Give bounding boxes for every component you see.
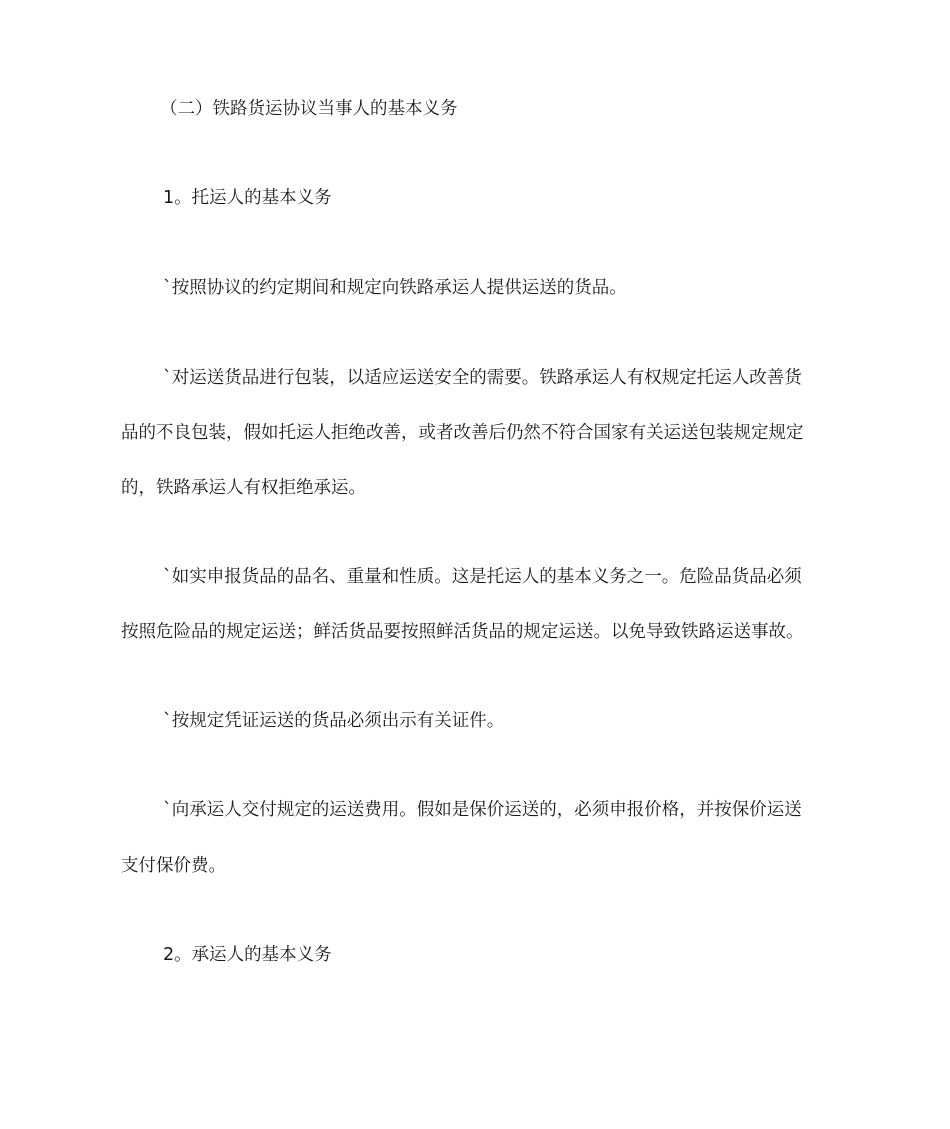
paragraph-declare-goods-line-2: 按照危险品的规定运送；鲜活货品要按照鲜活货品的规定运送。以免导致铁路运送事故。 (121, 622, 804, 642)
paragraph-provide-goods: `按照协议的约定期间和规定向铁路承运人提供运送的货品。 (163, 278, 627, 298)
sub-heading-carrier-duties: 2。承运人的基本义务 (163, 945, 332, 965)
sub-heading-shipper-duties: 1。托运人的基本义务 (163, 188, 332, 208)
paragraph-packaging-line-3: 的，铁路承运人有权拒绝承运。 (121, 478, 366, 498)
paragraph-fees-line-1: `向承运人交付规定的运送费用。假如是保价运送的，必须申报价格，并按保价运送 (163, 800, 802, 820)
paragraph-certificates: `按规定凭证运送的货品必须出示有关证件。 (163, 711, 505, 731)
paragraph-fees-line-2: 支付保价费。 (121, 856, 226, 876)
paragraph-packaging-line-2: 品的不良包装，假如托运人拒绝改善，或者改善后仍然不符合国家有关运送包装规定规定 (121, 423, 804, 443)
paragraph-packaging-line-1: `对运送货品进行包装，以适应运送安全的需要。铁路承运人有权规定托运人改善货 (163, 368, 802, 388)
paragraph-declare-goods-line-1: `如实申报货品的品名、重量和性质。这是托运人的基本义务之一。危险品货品必须 (163, 567, 802, 587)
section-heading: （二）铁路货运协议当事人的基本义务 (160, 99, 458, 119)
